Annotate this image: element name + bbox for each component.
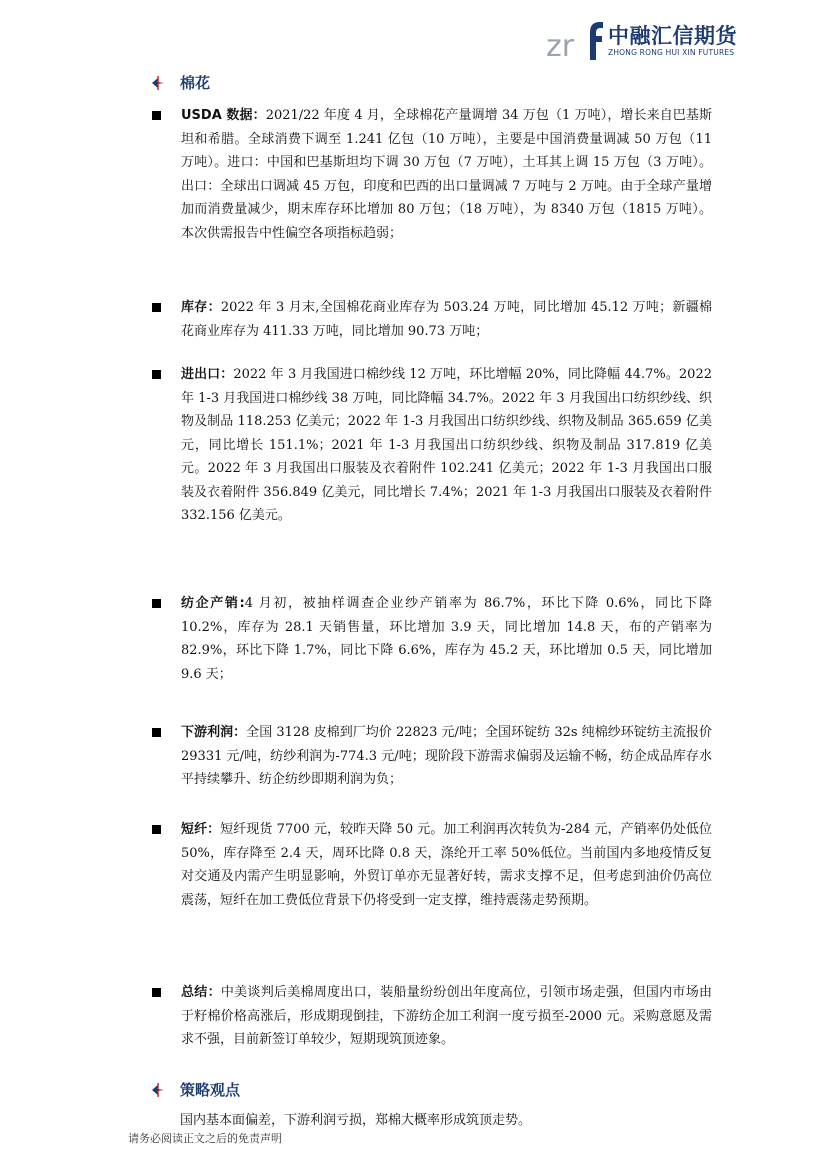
- item-label: 库存：: [181, 300, 221, 315]
- item-label: 短纤：: [181, 822, 221, 837]
- list-item-trade: [152, 363, 712, 528]
- item-label: USDA 数据：: [181, 108, 266, 123]
- logo-chinese-name: 中融汇信期货: [608, 24, 737, 48]
- item-text: 2022 年 3 月我国进口棉纱线 12 万吨，环比增幅 20%，同比降幅 44.7%。2022 年 1-3 月我国进口棉纱线 38 万吨，同比降幅 34.7%。2022 年 3 月我国出口纺织纱线、织物及制品 118.253 亿美元；2022 年 1-3 月我国出口纺织纱线、织物及制品 365.659 亿美元，同比增长 151.1%；2021 年 1-3 月我国出口纺织纱线、织物及制品 317.819 亿美元。2022 年 3 月我国出口服装及衣着附件 102.241 亿美元；2022 年 1-3 月我国出口服装及衣着附件 356.849 亿美元，同比增长 7.4%；2021 年 1-3 月我国出口服装及衣着附件 332.156 亿美元。: [181, 367, 712, 523]
- item-label: 纺企产销:: [181, 596, 245, 611]
- item-label: 进出口：: [181, 367, 234, 382]
- square-bullet-icon: [152, 988, 161, 997]
- arrow-bullet-icon: [150, 75, 166, 91]
- item-text: 短纤现货 7700 元，较昨天降 50 元。加工利润再次转负为-284 元，产销率仍处低位 50%，库存降至 2.4 天，周环比降 0.8 天，涤纶开工率 50%低位。当前国内多地疫情反复对交通及内需产生明显影响，外贸订单亦无显著好转，需求支撑不足，但考虑到油价仍高位震荡，短纤在加工费低位背景下仍将受到一定支撑，维持震荡走势预期。: [181, 822, 712, 908]
- list-item-usda: [152, 104, 712, 245]
- logo-english-name: ZHONG RONG HUI XIN FUTURES: [608, 48, 735, 57]
- list-item-summary: [152, 981, 712, 1052]
- square-bullet-icon: [152, 825, 161, 834]
- square-bullet-icon: [152, 599, 161, 608]
- list-item-staple-fiber: [152, 818, 712, 912]
- disclaimer-footer: 请务必阅读正文之后的免责声明: [128, 1132, 282, 1145]
- section-title: 策略观点: [180, 1081, 241, 1099]
- square-bullet-icon: [152, 728, 161, 737]
- company-logo: [546, 14, 786, 70]
- section-heading-cotton: [150, 72, 210, 93]
- list-item-production-sales: [152, 592, 712, 686]
- arrow-bullet-icon: [150, 1082, 166, 1098]
- item-text: 4 月初，被抽样调查企业纱产销率为 86.7%，环比下降 0.6%，同比下降 10.2%，库存为 28.1 天销售量，环比增加 3.9 天，同比增加 14.8 天，布的产销率为 82.9%，环比下降 1.7%，同比下降 6.6%，库存为 45.2 天，环比增加 0.5 天，同比增加 9.6 天；: [181, 596, 713, 682]
- zrf-logo-icon: [546, 18, 604, 62]
- svg-text:zr: zr: [546, 29, 575, 62]
- list-item-inventory: [152, 296, 712, 343]
- section-heading-strategy: [150, 1079, 240, 1100]
- square-bullet-icon: [152, 111, 161, 120]
- item-text: 全国 3128 皮棉到厂均价 22823 元/吨；全国环锭纺 32s 纯棉纱环锭纺主流报价 29331 元/吨，纺纱利润为-774.3 元/吨；现阶段下游需求偏弱及运输不畅，纺企成品库存水平持续攀升、纺企纺纱即期利润为负；: [181, 725, 712, 787]
- square-bullet-icon: [152, 303, 161, 312]
- square-bullet-icon: [152, 370, 161, 379]
- item-text: 中美谈判后美棉周度出口，装船量纷纷创出年度高位，引领市场走强，但国内市场由于籽棉价格高涨后，形成期现倒挂，下游纺企加工利润一度亏损至-2000 元。采购意愿及需求不强，目前新签订单较少，短期现筑顶迹象。: [181, 985, 712, 1047]
- item-text: 2021/22 年度 4 月，全球棉花产量调增 34 万包（1 万吨），增长来自巴基斯坦和希腊。全球消费下调至 1.241 亿包（10 万吨），主要是中国消费量调减 50 万包（11 万吨）。进口：中国和巴基斯坦均下调 30 万包（7 万吨），土耳其上调 15 万包（3 万吨）。出口：全球出口调减 45 万包，印度和巴西的出口量调减 7 万吨与 2 万吨。由于全球产量增加而消费量减少，期末库存环比增加 80 万包；（18 万吨），为 8340 万包（1815 万吨）。本次供需报告中性偏空各项指标趋弱；: [181, 108, 712, 241]
- strategy-paragraph: 国内基本面偏差，下游利润亏损，郑棉大概率形成筑顶走势。: [180, 1113, 532, 1128]
- item-label: 下游利润：: [181, 725, 247, 740]
- item-label: 总结：: [181, 985, 221, 1000]
- list-item-downstream-profit: [152, 721, 712, 792]
- section-title: 棉花: [180, 74, 211, 92]
- item-text: 2022 年 3 月末,全国棉花商业库存为 503.24 万吨，同比增加 45.12 万吨；新疆棉花商业库存为 411.33 万吨，同比增加 90.73 万吨；: [181, 300, 712, 339]
